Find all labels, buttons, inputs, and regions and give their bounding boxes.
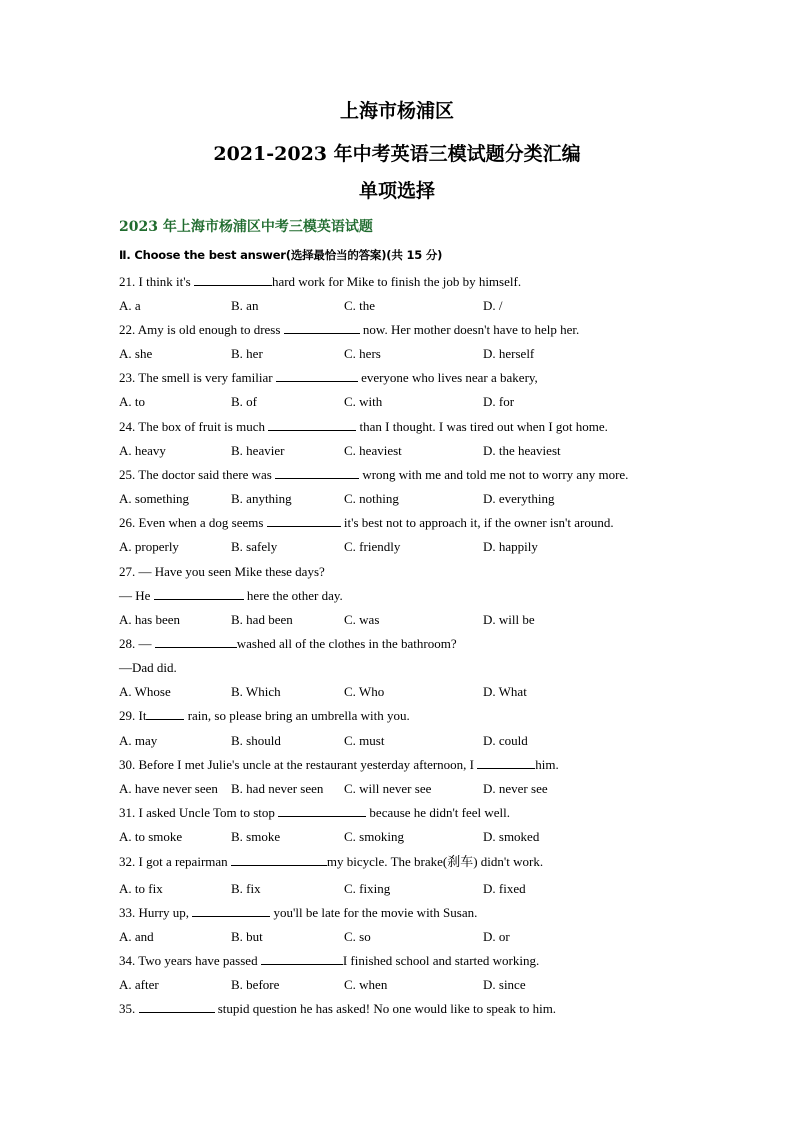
option-d: D. What xyxy=(483,684,527,699)
option-c: C. fixing xyxy=(344,881,391,896)
option-d: D. happily xyxy=(483,539,538,554)
question-stem: 21. I think it's hard work for Mike to finish the job by himself. xyxy=(119,274,522,289)
option-a: A. to fix xyxy=(119,881,163,896)
answer-blank xyxy=(231,854,327,866)
option-a: A. to xyxy=(119,394,145,409)
question-stem: 33. Hurry up, you'll be late for the movie with Susan. xyxy=(119,905,478,920)
answer-blank xyxy=(268,419,356,431)
answer-blank xyxy=(139,1001,215,1013)
question-stem: 26. Even when a dog seems it's best not to approach it, if the owner isn't around. xyxy=(119,515,614,530)
option-b: B. fix xyxy=(231,881,261,896)
option-b: B. heavier xyxy=(231,443,285,458)
answer-blank xyxy=(155,636,237,648)
option-b: B. before xyxy=(231,977,280,992)
document-title-region: 上海市杨浦区 xyxy=(339,100,454,122)
question-stem: 29. It rain, so please bring an umbrella with you. xyxy=(119,708,410,723)
question-stem: 27. — Have you seen Mike these days? xyxy=(119,564,325,579)
answer-blank xyxy=(275,467,359,479)
answer-blank xyxy=(146,708,184,720)
option-c: C. the xyxy=(344,298,376,313)
document-title-category: 单项选择 xyxy=(358,180,435,202)
option-b: B. Which xyxy=(231,684,281,699)
option-b: B. an xyxy=(231,298,259,313)
option-d: D. since xyxy=(483,977,526,992)
option-b: B. should xyxy=(231,733,281,748)
option-d: D. never see xyxy=(483,781,548,796)
question-stem: 34. Two years have passed I finished school and started working. xyxy=(119,953,540,968)
option-c: C. smoking xyxy=(344,829,404,844)
option-a: A. properly xyxy=(119,539,179,554)
question-stem: 25. The doctor said there was wrong with me and told me not to worry any more. xyxy=(119,467,629,482)
answer-blank xyxy=(154,588,244,600)
option-c: C. so xyxy=(344,929,371,944)
question-stem: 23. The smell is very familiar everyone who lives near a bakery, xyxy=(119,370,538,385)
option-b: B. her xyxy=(231,346,263,361)
instruction-line: Ⅱ. Choose the best answer(选择最恰当的答案)(共 15 分) xyxy=(119,248,443,262)
option-c: C. hers xyxy=(344,346,381,361)
option-d: D. herself xyxy=(483,346,535,361)
option-c: C. friendly xyxy=(344,539,401,554)
option-d: D. fixed xyxy=(483,881,526,896)
option-a: A. have never seen xyxy=(119,781,218,796)
option-d: D. will be xyxy=(483,612,535,627)
question-stem-reply: — He here the other day. xyxy=(119,588,343,603)
option-d: D. the heaviest xyxy=(483,443,561,458)
option-a: A. heavy xyxy=(119,443,166,458)
option-c: C. heaviest xyxy=(344,443,402,458)
option-b: B. safely xyxy=(231,539,278,554)
option-b: B. but xyxy=(231,929,263,944)
option-c: C. was xyxy=(344,612,380,627)
option-b: B. had been xyxy=(231,612,293,627)
option-d: D. everything xyxy=(483,491,555,506)
option-b: B. smoke xyxy=(231,829,281,844)
option-c: C. will never see xyxy=(344,781,432,796)
option-d: D. / xyxy=(483,298,503,313)
section-heading: 2023 年上海市杨浦区中考三模英语试题 xyxy=(119,219,373,235)
question-stem: 31. I asked Uncle Tom to stop because he didn't feel well. xyxy=(119,805,511,820)
option-d: D. smoked xyxy=(483,829,540,844)
option-d: D. could xyxy=(483,733,528,748)
option-c: C. nothing xyxy=(344,491,399,506)
answer-blank xyxy=(477,757,535,769)
answer-blank xyxy=(267,515,341,527)
option-c: C. Who xyxy=(344,684,385,699)
answer-blank xyxy=(276,370,358,382)
option-a: A. may xyxy=(119,733,158,748)
option-a: A. after xyxy=(119,977,159,992)
option-a: A. she xyxy=(119,346,153,361)
question-stem-reply: —Dad did. xyxy=(119,660,177,675)
option-a: A. to smoke xyxy=(119,829,183,844)
option-a: A. something xyxy=(119,491,190,506)
question-stem: 22. Amy is old enough to dress now. Her mother doesn't have to help her. xyxy=(119,322,580,337)
option-b: B. had never seen xyxy=(231,781,324,796)
option-d: D. or xyxy=(483,929,510,944)
question-stem: 28. — washed all of the clothes in the bathroom? xyxy=(119,636,457,651)
option-c: C. must xyxy=(344,733,385,748)
answer-blank xyxy=(261,953,343,965)
document-title-main: 2021-2023 年中考英语三模试题分类汇编 xyxy=(213,143,581,165)
answer-blank xyxy=(278,805,366,817)
option-a: A. Whose xyxy=(119,684,171,699)
question-stem: 32. I got a repairman my bicycle. The brake(刹车) didn't work. xyxy=(119,854,544,869)
option-c: C. when xyxy=(344,977,388,992)
option-a: A. has been xyxy=(119,612,181,627)
option-d: D. for xyxy=(483,394,515,409)
option-b: B. anything xyxy=(231,491,292,506)
option-c: C. with xyxy=(344,394,383,409)
option-a: A. a xyxy=(119,298,141,313)
option-b: B. of xyxy=(231,394,257,409)
question-stem: 35. stupid question he has asked! No one would like to speak to him. xyxy=(119,1001,557,1016)
option-a: A. and xyxy=(119,929,154,944)
answer-blank xyxy=(284,322,360,334)
answer-blank xyxy=(194,274,272,286)
answer-blank xyxy=(192,905,270,917)
question-stem: 24. The box of fruit is much than I thought. I was tired out when I got home. xyxy=(119,419,608,434)
question-stem: 30. Before I met Julie's uncle at the restaurant yesterday afternoon, I him. xyxy=(119,757,559,772)
